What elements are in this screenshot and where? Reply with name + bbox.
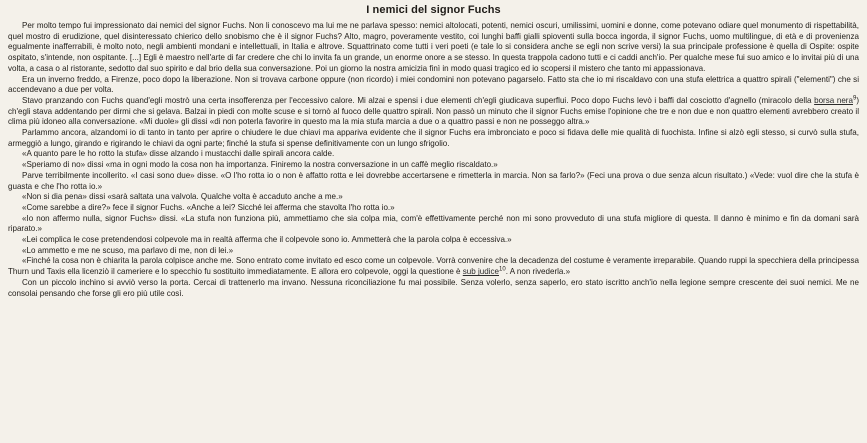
paragraph: Con un piccolo inchino si avviò verso la porta. Cercai di trattenerlo ma invano. Nessuna riconciliazione fu mai possibile. Senza volerlo, senza saperlo, ero stato iscritto anch'io nella legione sempre crescente dei suoi nemici. Me ne consolai pensando che forse gli ero più utile così. [8,277,859,298]
paragraph: «Lei complica le cose pretendendosi colpevole ma in realtà afferma che il colpevole sono io. Ammetterà che la parola colpa è eccessiva.» [22,235,512,245]
footnote-link-sub-judice[interactable]: sub judice [462,267,499,277]
paragraph-text: ) ch'egli stava addentando per dirmi che si gelava. Balzai in piedi con molte scuse e si tornò al fuoco delle quattro spirali. Non passò un minuto che il signor Fuchs emise l'opinione che tre e non due e non quattro elementi avrebbero creato il clima più idoneo alla conversazione. «Mi duole» gli dissi «di non poterla favorire in questo ma la mia stufa marcia a due o a quattro passi e non ne posseggo altra.» [8,95,859,127]
paragraph: Era un inverno freddo, a Firenze, poco dopo la liberazione. Non si trovava carbone oppure (non ricordo) i miei condomini non potevano pagarselo. Fatto sta che io mi riscaldavo con una stufa elettrica a quattro spirali ("elementi") che si accendevano a due per volta. [8,74,859,95]
footnote-marker[interactable]: 10 [499,266,506,273]
paragraph [8,256,859,277]
paragraph: «A quanto pare le ho rotto la stufa» disse alzando i mustacchi dalle spirali ancora calde. [22,149,335,159]
body-text [8,21,859,299]
paragraph: «Come sarebbe a dire?» fece il signor Fuchs. «Anche a lei? Sicché lei afferma che stavolta l'ho rotta io.» [22,202,395,212]
paragraph-text: . A non rivederla.» [505,267,571,277]
footnote-link-borsa-nera[interactable]: borsa nera [814,95,853,105]
paragraph: «Io non affermo nulla, signor Fuchs» dissi. «La stufa non funziona più, ammettiamo che sia colpa mia, com'è effettivamente perché non mi sono provveduto di una stufa migliore di questa. Il danno è minimo e fin da domani sarà riparato.» [8,213,859,234]
page-title: I nemici del signor Fuchs [366,4,501,16]
paragraph: «Lo ammetto e me ne scuso, ma parlavo di me, non di lei.» [22,245,234,255]
paragraph-text: Stavo pranzando con Fuchs quand'egli mostrò una certa insofferenza per l'eccessivo calore. Mi alzai e spensi i due elementi ch'egli giudicava superflui. Poco dopo Fuchs levò i baffi dal cosciotto d'agnello (miracolo della [22,95,815,105]
footnote-marker[interactable]: 9 [852,95,857,102]
paragraph [8,96,859,128]
paragraph-text: «Finché la cosa non è chiarita la parola colpisce anche me. Sono entrato come invitato ed esco come un colpevole. Vorrà convenire che la decadenza del costume è veramente irreparabile. Quando ruppi la specchiera della principessa Thurn und Taxis ella licenziò il cameriere e lo specchio fu sostituito immediatamente. E allora ero colpevole, oggi la questione è [8,256,859,277]
paragraph: Parve terribilmente incollerito. «I casi sono due» disse. «O l'ho rotta io o non è affatto rotta e lei dovrebbe accertarsene e rimetterla in marcia. Non sa farlo?» (Feci una prova o due senza alcun risultato.) «Vede: vuol dire che la stufa è guasta e che l'ho rotta io.» [8,170,859,191]
paragraph: «Speriamo di no» dissi «ma in ogni modo la cosa non ha importanza. Finiremo la nostra conversazione in un caffè meglio riscaldato.» [22,160,498,170]
paragraph: «Non si dia pena» dissi «sarà saltata una valvola. Qualche volta è accaduto anche a me.» [22,192,343,202]
paragraph: Parlammo ancora, alzandomi io di tanto in tanto per aprire o chiudere le due chiavi ma appariva evidente che il signor Fuchs era imbronciato e poco si fidava delle mie qualità di fuochista. Infine si alzò egli stesso, si curvò sulla stufa, armeggiò a lungo, girando e rigirando le chiavi da ogni parte; finché la stufa si spense definitivamente con un lungo sfrigolio. [8,128,859,148]
paragraph: Per molto tempo fui impressionato dai nemici del signor Fuchs. Non li conoscevo ma lui me ne parlava spesso: nemici altolocati, potenti, nemici oscuri, umilissimi, uomini e donne, come potevano odiare quel monumento di rispettabilità, quel mostro di erudizione, quel disinteressato chierico dello snobismo che è il signor Fuchs? Alto, magro, poveramente vestito, coi lunghi baffi gialli spioventi sulla bocca ingorda, il signor Fuchs, uomo multilingue, di età e di provenienza egualmente inafferrabili, è molto noto, negli ambienti mondani e intellettuali, in Italia e altrove. Squattrinato come tutti i veri poeti (e tale lo si considera anche se egli non scrive versi) la sua principale professione è quella di Ospite: ospite ospitato, s'intende, non ospitante. [...] Egli è maestro nell'arte di far credere che chi lo invita fa un grande, un enorme onore a se stesso. In questa trappola cadono tutti e ci caddi anch'io. Per qualche mese fui suo amico e lo invitai più di una volta, a casa o al ristorante, sedotto dal suo spirito e dal brio della sua conversazione. Poi un giorno la nostra amicizia finì in modo quasi tragico ed io scopersi il mistero che tanto mi appassionava. [8,21,859,73]
